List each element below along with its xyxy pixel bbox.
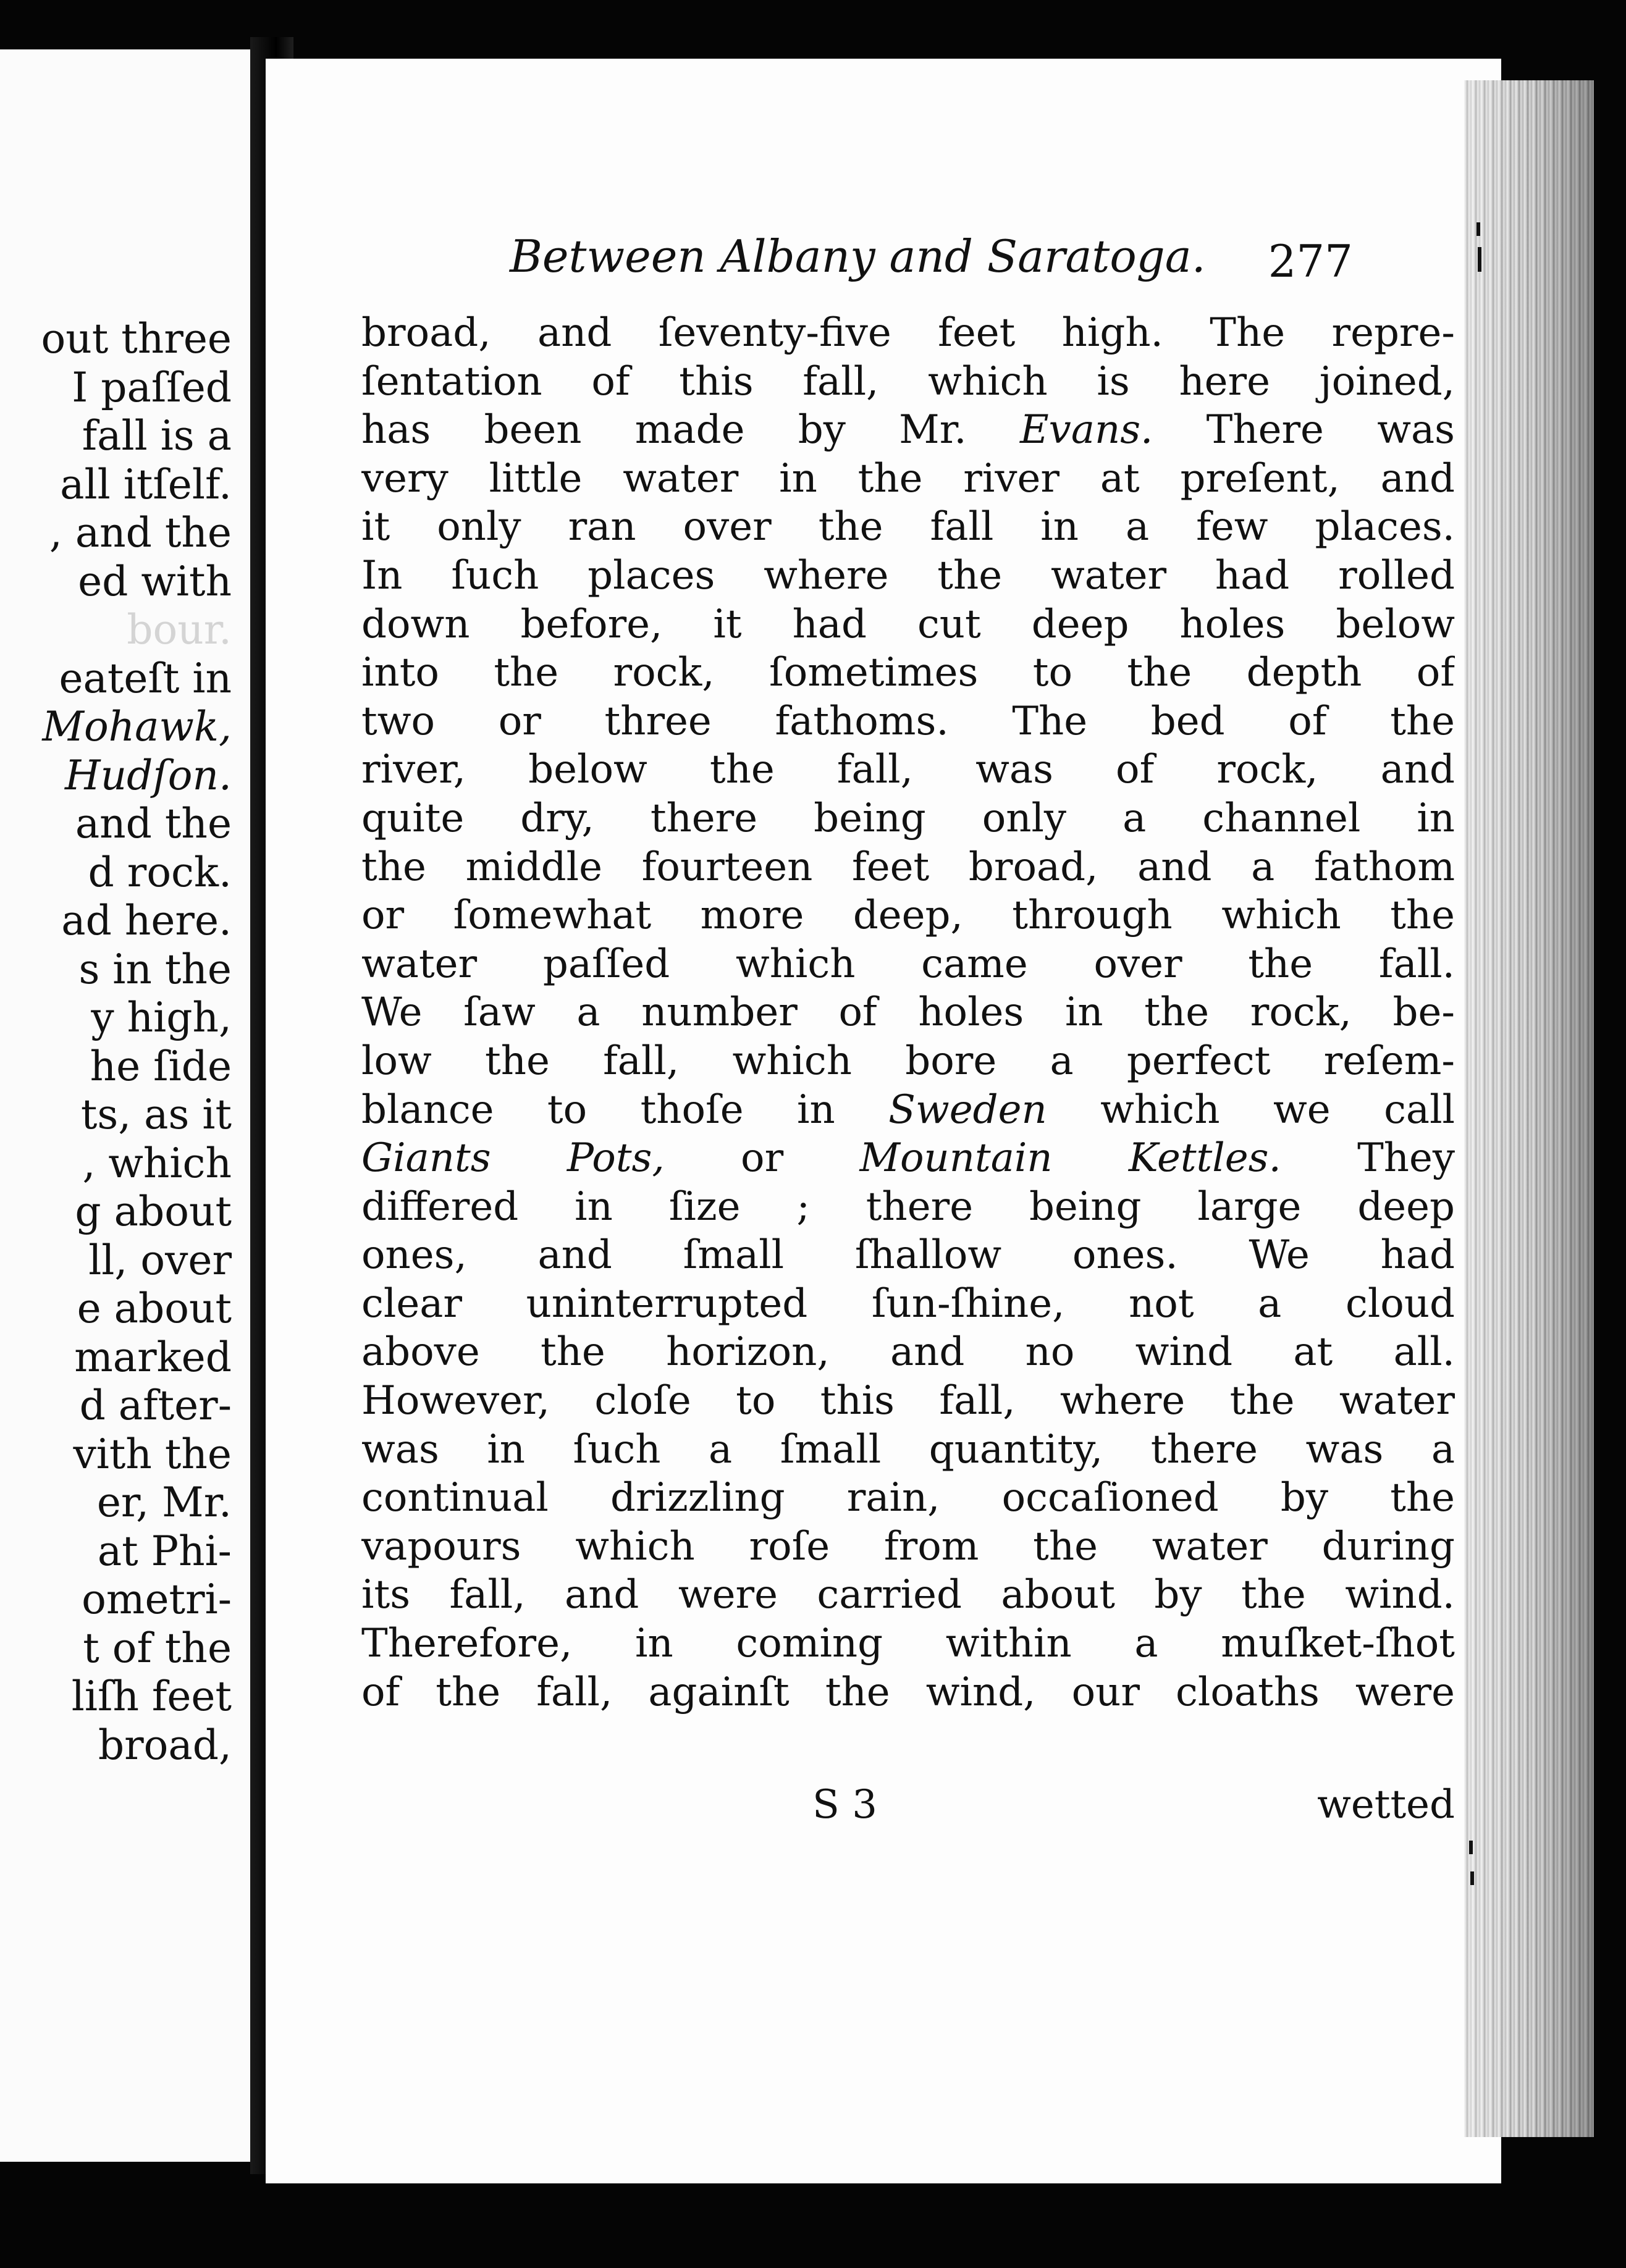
catchword: wetted xyxy=(1317,1782,1455,1828)
left-page-line: ometri- xyxy=(82,1576,232,1623)
text-line xyxy=(361,1037,1455,1086)
text-line xyxy=(361,600,1455,649)
text-segment: blance to thoſe in xyxy=(361,1086,889,1133)
text-line xyxy=(361,1231,1455,1280)
text-line xyxy=(361,309,1455,358)
left-page-line: marked xyxy=(74,1333,232,1381)
text-line xyxy=(361,1183,1455,1232)
text-segment: Therefore, in coming within a muſket-ſhot xyxy=(361,1621,1455,1667)
text-line xyxy=(361,649,1455,697)
left-page-line: eateſt in xyxy=(59,654,232,702)
left-page-line: g about xyxy=(75,1188,232,1235)
text-segment: They xyxy=(1281,1135,1455,1182)
left-page-line: ts, as it xyxy=(80,1091,232,1138)
text-segment: differed in ſize ; there being large deep xyxy=(361,1183,1455,1230)
text-segment: quite dry, there being only a channel in xyxy=(361,795,1455,841)
text-line xyxy=(361,697,1455,746)
left-page-line: bour. xyxy=(127,606,232,653)
text-segment: was in ſuch a ſmall quantity, there was a xyxy=(361,1426,1455,1472)
text-segment: There was xyxy=(1153,407,1455,453)
text-segment: down before, it had cut deep holes below xyxy=(361,601,1455,647)
text-segment: clear uninterrupted ſun-ſhine, not a cloud xyxy=(361,1280,1455,1327)
text-line xyxy=(361,891,1455,940)
left-page-line: , which xyxy=(82,1139,232,1187)
text-line xyxy=(361,1426,1455,1474)
text-segment: has been made by Mr. xyxy=(361,407,1020,453)
left-page-line: vith the xyxy=(73,1430,232,1478)
left-page-line: er, Mr. xyxy=(96,1479,232,1526)
text-segment: low the fall, which bore a perfect reſem- xyxy=(361,1038,1455,1084)
running-head xyxy=(510,230,1353,298)
text-line xyxy=(361,1377,1455,1426)
text-line xyxy=(361,1571,1455,1619)
text-segment: or xyxy=(664,1135,860,1182)
text-line xyxy=(361,1134,1455,1183)
text-segment: broad, and ſeventy-five feet high. The repre- xyxy=(361,310,1455,356)
text-segment: very little water in the river at preſent, and xyxy=(361,455,1455,502)
text-segment: its fall, and were carried about by the wind. xyxy=(361,1572,1455,1618)
left-page-line: ad here. xyxy=(61,897,232,944)
text-segment: or ſomewhat more deep, through which the xyxy=(361,892,1455,939)
page-number: 277 xyxy=(1268,235,1353,287)
running-title: Between Albany and Saratoga. xyxy=(510,230,1206,282)
italic-text: Evans. xyxy=(1019,407,1153,453)
text-line xyxy=(361,552,1455,600)
edge-mark xyxy=(1470,1871,1474,1885)
left-page-line: ll, over xyxy=(88,1236,232,1284)
left-page-line: broad, xyxy=(98,1721,232,1769)
page-block-edge xyxy=(1464,80,1594,2137)
text-line xyxy=(361,940,1455,989)
text-line xyxy=(361,406,1455,455)
left-page-line: he ſide xyxy=(90,1042,232,1090)
text-segment: it only ran over the fall in a few places. xyxy=(361,504,1455,550)
edge-mark xyxy=(1476,222,1480,236)
left-page-line: d rock. xyxy=(88,848,232,896)
left-page-line: I paſſed xyxy=(72,363,232,411)
text-segment: of the fall, againſt the wind, our cloaths were xyxy=(361,1669,1455,1715)
text-segment: vapours which roſe from the water during xyxy=(361,1523,1455,1569)
previous-page xyxy=(0,49,250,2162)
signature-mark: S 3 xyxy=(812,1782,877,1828)
left-page-line: liſh feet xyxy=(71,1673,232,1720)
text-line xyxy=(361,1086,1455,1135)
left-page-line: y high, xyxy=(91,994,232,1041)
text-line xyxy=(361,1619,1455,1668)
text-line xyxy=(361,1522,1455,1571)
left-page-line: at Phi- xyxy=(97,1527,232,1575)
text-segment: continual drizzling rain, occaſioned by the xyxy=(361,1475,1455,1521)
left-page-line: Hudſon. xyxy=(65,751,232,799)
text-line xyxy=(361,1474,1455,1522)
left-page-line: and the xyxy=(75,800,232,847)
text-segment: ones, and ſmall ſhallow ones. We had xyxy=(361,1232,1455,1279)
text-segment: above the horizon, and no wind at all. xyxy=(361,1329,1455,1376)
current-page xyxy=(266,59,1501,2183)
text-segment: water paſſed which came over the fall. xyxy=(361,941,1455,987)
text-segment: In ſuch places where the water had rolled xyxy=(361,552,1455,598)
text-segment: river, below the fall, was of rock, and xyxy=(361,747,1455,793)
edge-mark xyxy=(1478,247,1481,272)
text-segment: ſentation of this fall, which is here joined, xyxy=(361,358,1455,405)
left-page-line: Mohawk, xyxy=(42,703,232,750)
text-line xyxy=(361,794,1455,843)
left-page-line: , and the xyxy=(49,509,232,556)
left-page-line: fall is a xyxy=(82,412,232,460)
text-line xyxy=(361,1280,1455,1329)
edge-mark xyxy=(1469,1841,1473,1854)
text-segment: We ſaw a number of holes in the rock, be- xyxy=(361,989,1455,1036)
text-line xyxy=(361,358,1455,406)
left-page-line: all itſelf. xyxy=(60,460,232,508)
left-page-line: ed with xyxy=(78,557,232,605)
text-segment: However, cloſe to this fall, where the water xyxy=(361,1378,1455,1424)
text-segment: the middle fourteen feet broad, and a fathom xyxy=(361,844,1455,890)
text-line xyxy=(361,455,1455,503)
text-line xyxy=(361,503,1455,552)
left-page-line: d after- xyxy=(79,1382,232,1429)
left-page-line: t of the xyxy=(83,1624,232,1672)
text-line xyxy=(361,1668,1455,1717)
body-text xyxy=(361,309,1455,1716)
text-segment: which we call xyxy=(1047,1086,1455,1133)
page-edge-shadow xyxy=(1464,80,1594,2137)
left-page-line: s in the xyxy=(78,945,232,993)
text-line xyxy=(361,746,1455,794)
text-line xyxy=(361,843,1455,892)
text-line xyxy=(361,988,1455,1037)
text-segment: two or three fathoms. The bed of the xyxy=(361,698,1455,744)
italic-text: Giants Pots, xyxy=(361,1135,665,1182)
page-footer xyxy=(361,1782,1455,1838)
left-page-line: e about xyxy=(77,1285,232,1332)
text-segment: into the rock, ſometimes to the depth of xyxy=(361,650,1455,696)
left-page-line: out three xyxy=(41,315,232,363)
italic-text: Mountain Kettles. xyxy=(859,1135,1281,1182)
italic-text: Sweden xyxy=(888,1086,1047,1133)
text-line xyxy=(361,1328,1455,1377)
